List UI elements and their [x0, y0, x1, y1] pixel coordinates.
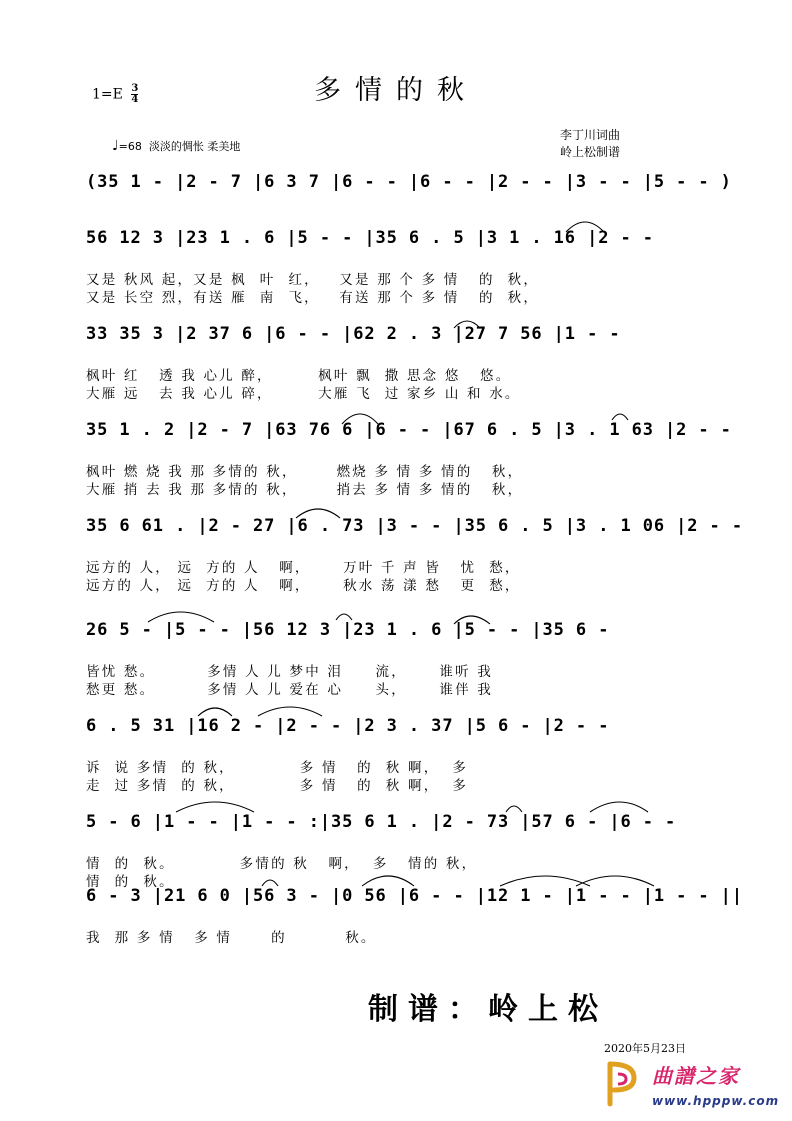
site-url: www.hpppw.com [652, 1094, 780, 1108]
lyrics-verse1-6: 皆忧 愁。 多情 人 儿 梦中 泪 流， 谁听 我 [86, 664, 493, 680]
song-title: 多情的秋 [314, 75, 478, 106]
lyrics-verse1-9: 我 那 多 情 多 情 的 秋。 [86, 930, 377, 946]
notes-6: 26 5 - |5 - - |56 12 3 |23 1 . 6 |5 - - |35 6 - [86, 620, 610, 640]
transcriber-credit: 岭上松制谱 [560, 145, 621, 159]
quarter-note-icon: ♩ [112, 138, 119, 154]
time-numerator: 3 [131, 83, 139, 94]
lyrics-verse1-2: 又是 秋风 起，又是 枫 叶 红， 又是 那 个 多 情 的 秋， [86, 272, 540, 288]
date-text: 2020年5月23日 [604, 1042, 686, 1055]
slur [362, 876, 414, 886]
lyrics-verse1-8: 情 的 秋。 多情的 秋 啊， 多 情的 秋， [86, 856, 478, 872]
notes-5: 35 6 61 . |2 - 27 |6 . 73 |3 - - |35 6 . 5 |3 . 1 06 |2 - - [86, 516, 743, 536]
notes-3: 33 35 3 |2 37 6 |6 - - |62 2 . 3 |27 7 56 |1 - - [86, 324, 621, 344]
notes-7: 6 . 5 31 |16 2 - |2 - - |2 3 . 37 |5 6 - |2 - - [86, 716, 610, 736]
staff-line-2 [86, 228, 716, 254]
staff-line-6 [86, 620, 716, 646]
lyrics-verse1-3: 枫叶 红 透 我 心儿 醉， 枫叶 飘 撒 思念 悠 悠。 [86, 368, 512, 384]
slur [176, 802, 254, 812]
lyrics-verse2-5: 远方的 人， 远 方的 人 啊， 秋水 荡 漾 愁 更 愁， [86, 578, 521, 594]
tempo-marking [112, 138, 240, 154]
tempo-value: =68 [118, 140, 142, 153]
slur [576, 876, 654, 886]
lyrics-verse1-4: 枫叶 燃 烧 我 那 多情的 秋， 燃烧 多 情 多 情的 秋， [86, 464, 524, 480]
lyrics-verse2-2: 又是 长空 烈，有送 雁 南 飞， 有送 那 个 多 情 的 秋， [86, 290, 540, 306]
lyrics-verse1-7: 诉 说 多情 的 秋， 多 情 的 秋 啊， 多 [86, 760, 469, 776]
slur [198, 708, 232, 716]
expression-text: 淡淡的惆怅 柔美地 [148, 140, 241, 153]
lyrics-verse2-4: 大雁 捎 去 我 那 多情的 秋， 捎去 多 情 多 情的 秋， [86, 482, 524, 498]
staff-line-4 [86, 420, 732, 446]
staff-line-9 [86, 886, 743, 912]
notes-1: (35 1 - |2 - 7 |6 3 7 |6 - - |6 - - |2 - - |3 - - |5 - - ) [86, 172, 732, 192]
notes-8: 5 - 6 |1 - - |1 - - :|35 6 1 . |2 - 73 |57 6 - |6 - - [86, 812, 677, 832]
lyrics-verse2-8: 情 的 秋。 [86, 874, 175, 890]
key-text: 1=E [92, 86, 123, 103]
signature-text: 制谱：岭上松 [368, 992, 608, 1027]
time-denominator: 4 [131, 94, 139, 105]
notes-9: 6 - 3 |21 6 0 |56 3 - |0 56 |6 - - |12 1 - |1 - - |1 - - || [86, 886, 743, 906]
notes-2: 56 12 3 |23 1 . 6 |5 - - |35 6 . 5 |3 1 . 16 |2 - - [86, 228, 654, 248]
notes-4: 35 1 . 2 |2 - 7 |63 76 6 |6 - - |67 6 . 5 |3 . 1 63 |2 - - [86, 420, 732, 440]
lyrics-verse2-7: 走 过 多情 的 秋， 多 情 的 秋 啊， 多 [86, 778, 469, 794]
staff-line-7 [86, 716, 716, 742]
staff-line-1 [86, 172, 732, 198]
slur [500, 876, 590, 886]
lyrics-verse1-5: 远方的 人， 远 方的 人 啊， 万叶 千 声 皆 忧 愁， [86, 560, 521, 576]
composer-credit: 李丁川词曲 [560, 128, 621, 142]
site-logo-icon [604, 1060, 648, 1108]
staff-line-3 [86, 324, 716, 350]
site-name: 曲譜之家 [652, 1064, 740, 1088]
staff-line-5 [86, 516, 743, 542]
slur [258, 707, 322, 716]
slur [590, 802, 648, 812]
lyrics-verse2-6: 愁更 愁。 多情 人 儿 爱在 心 头， 谁伴 我 [86, 682, 493, 698]
lyrics-verse2-3: 大雁 远 去 我 心儿 碎， 大雁 飞 过 家乡 山 和 水。 [86, 386, 521, 402]
staff-line-8 [86, 812, 716, 838]
